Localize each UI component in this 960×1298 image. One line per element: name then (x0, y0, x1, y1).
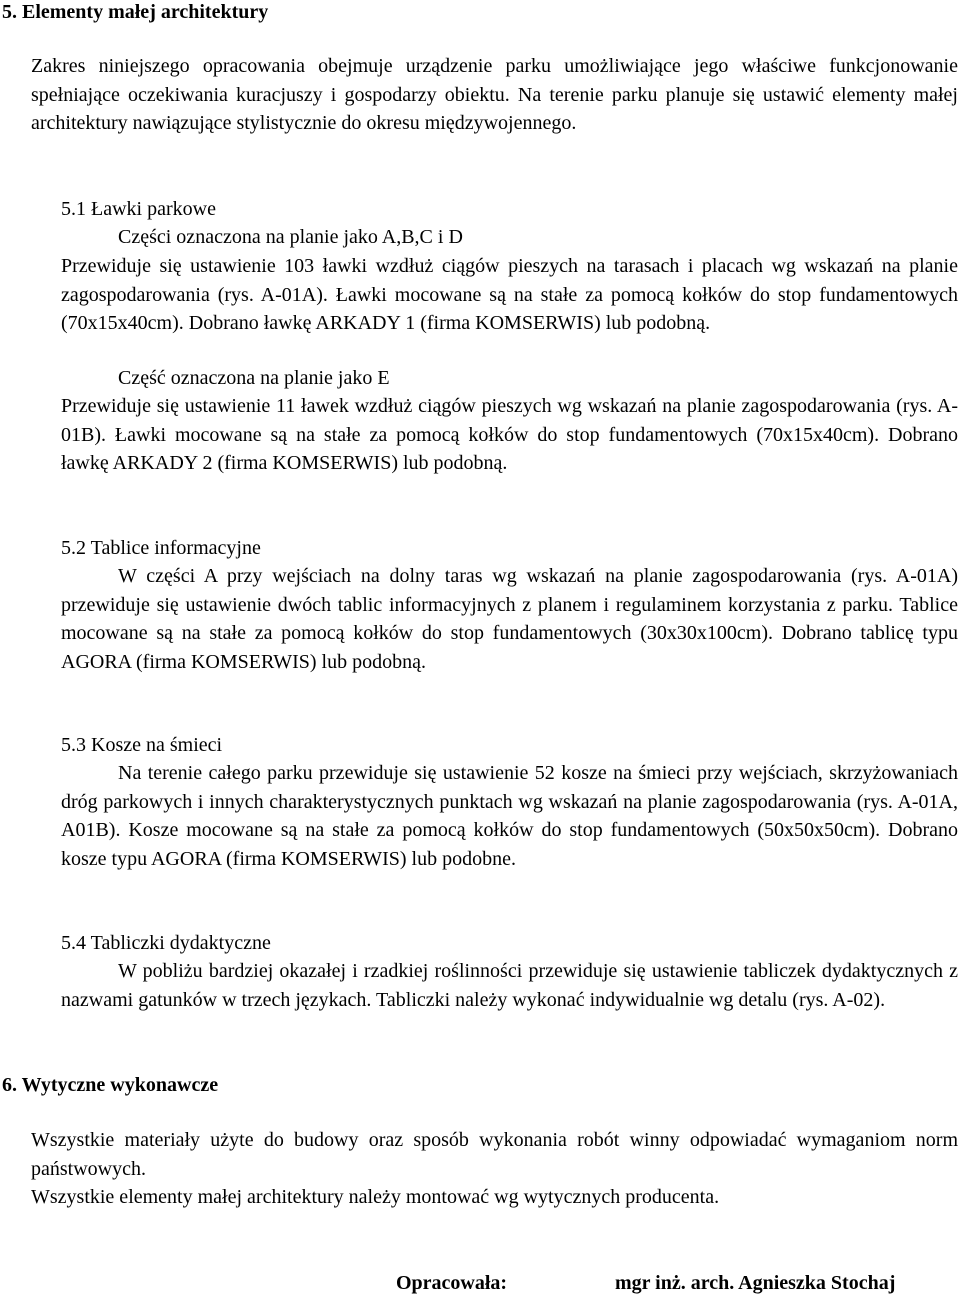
signature-label: Opracowała: (396, 1272, 508, 1294)
section-5-1-part-a-text: Przewiduje się ustawienie 103 ławki wzdłuż ciągów pieszych na tarasach i placach wg wskazań na planie zagospodarowania (rys. A-01A). Ławki mocowane są na stałe za pomocą kołków do stop fundamentowych (70x15x40cm). Dobrano ławkę ARKADY 1 (firma KOMSERWIS) lub podobną. (61, 255, 958, 335)
section-5-1-part-a-label: Części oznaczona na planie jako A,B,C i D (118, 226, 463, 248)
section-5-3-title: 5.3 Kosze na śmieci (61, 734, 223, 756)
section-6-paragraph-2: Wszystkie elementy małej architektury należy montować wg wytycznych producenta. (31, 1186, 720, 1208)
signature-name: mgr inż. arch. Agnieszka Stochaj (615, 1272, 896, 1294)
section-6-heading: 6. Wytyczne wykonawcze (2, 1074, 219, 1096)
section-5-2-title: 5.2 Tablice informacyjne (61, 537, 261, 559)
section-5-4-title: 5.4 Tabliczki dydaktyczne (61, 932, 271, 954)
section-5-1-part-e-text: Przewiduje się ustawienie 11 ławek wzdłuż ciągów pieszych wg wskazań na planie zagospodarowania (rys. A-01B). Ławki mocowane są na stałe za pomocą kołków do stop fundamentowych (70x15x40cm). Dobrano ławkę ARKADY 2 (firma KOMSERWIS) lub podobną. (61, 395, 958, 475)
section-5-3-text: Na terenie całego parku przewiduje się ustawienie 52 kosze na śmieci przy wejściach, skrzyżowaniach dróg parkowych i innych charakterystycznych punktach wg wskazań na planie zagospodarowania (rys. A-01A, A01B). Kosze mocowane są na stałe za pomocą kołków do stop fundamentowych (50x50x50cm). Dobrano kosze typu AGORA (firma KOMSERWIS) lub podobne. (61, 762, 958, 870)
section-5-1-title: 5.1 Ławki parkowe (61, 198, 216, 220)
section-5-1-part-e-label: Część oznaczona na planie jako E (118, 367, 390, 389)
section-5-intro: Zakres niniejszego opracowania obejmuje urządzenie parku umożliwiające jego właściwe funkcjonowanie spełniające oczekiwania kuracjuszy i gospodarzy obiektu. Na terenie parku planuje się ustawić elementy małej architektury nawiązujące stylistycznie do okresu międzywojennego. (31, 55, 958, 135)
section-6-paragraph-1: Wszystkie materiały użyte do budowy oraz sposób wykonania robót winny odpowiadać wymaganiom norm państwowych. (31, 1129, 958, 1180)
section-5-heading: 5. Elementy małej architektury (2, 1, 269, 23)
section-5-4-text: W pobliżu bardziej okazałej i rzadkiej roślinności przewiduje się ustawienie tabliczek dydaktycznych z nazwami gatunków w trzech językach. Tabliczki należy wykonać indywidualnie wg detalu (rys. A-02). (61, 960, 958, 1011)
section-5-2-text: W części A przy wejściach na dolny taras wg wskazań na planie zagospodarowania (rys. A-01A) przewiduje się ustawienie dwóch tablic informacyjnych z planem i regulaminem korzystania z parku. Tablice mocowane są na stałe za pomocą kołków do stop fundamentowych (30x30x100cm). Dobrano tablicę typu AGORA (firma KOMSERWIS) lub podobną. (61, 565, 958, 673)
